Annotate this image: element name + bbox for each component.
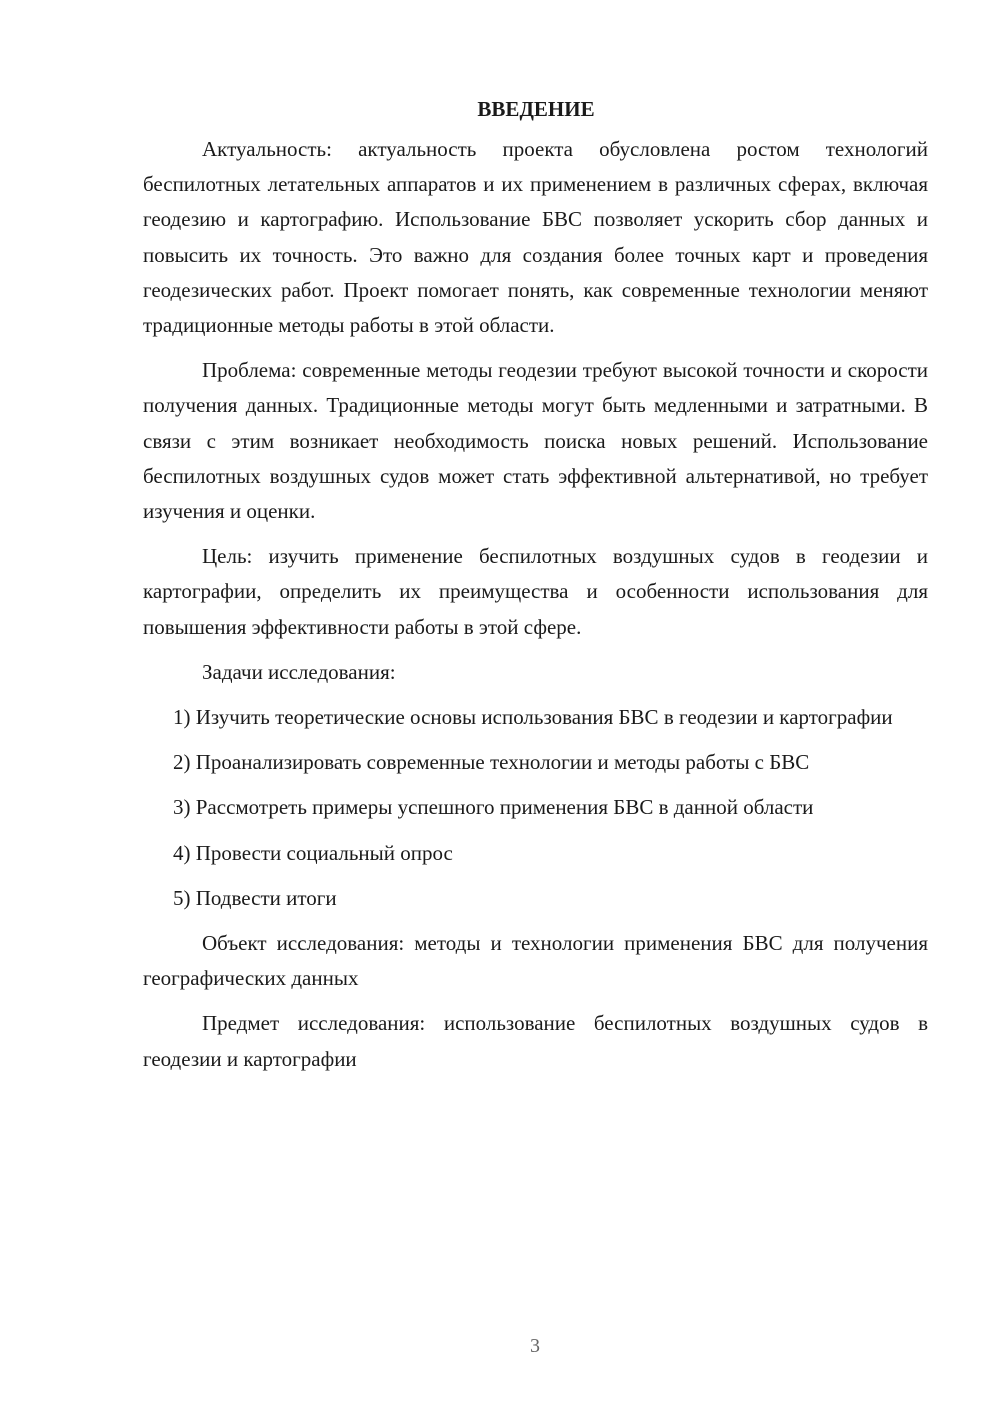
task-item-4: 4) Провести социальный опрос: [173, 840, 453, 865]
section-title: ВВЕДЕНИЕ: [477, 97, 595, 121]
task-item-3: 3) Рассмотреть примеры успешного применения БВС в данной области: [173, 795, 814, 820]
paragraph-relevance: Актуальность: актуальность проекта обусловлена ростом технологий беспилотных летательных аппаратов и их применением в различных сферах, включая геодезию и картографию. Использование БВС позволяет ускорить сбор данных и повысить их точность. Это важно для создания более точных карт и проведения геодезических работ. Проект помогает понять, как современные технологии меняют традиционные методы работы в этой области.: [143, 137, 928, 338]
task-item-1: 1) Изучить теоретические основы использования БВС в геодезии и картографии: [173, 705, 893, 730]
task-item-2: 2) Проанализировать современные технологии и методы работы с БВС: [173, 750, 810, 775]
document-body: [143, 92, 928, 1077]
paragraph-goal: Цель: изучить применение беспилотных воздушных судов в геодезии и картографии, определить их преимущества и особенности использования для повышения эффективности работы в этой сфере.: [143, 544, 928, 639]
paragraph-object: Объект исследования: методы и технологии применения БВС для получения географических данных: [143, 931, 928, 991]
page-number: 3: [530, 1335, 540, 1357]
task-item-5: 5) Подвести итоги: [173, 885, 337, 910]
tasks-heading: Задачи исследования:: [202, 659, 396, 684]
paragraph-subject: Предмет исследования: использование беспилотных воздушных судов в геодезии и картографии: [143, 1011, 928, 1071]
paragraph-problem: Проблема: современные методы геодезии требуют высокой точности и скорости получения данных. Традиционные методы могут быть медленными и затратными. В связи с этим возникает необходимость поиска новых решений. Использование беспилотных воздушных судов может стать эффективной альтернативой, но требует изучения и оценки.: [143, 358, 928, 524]
